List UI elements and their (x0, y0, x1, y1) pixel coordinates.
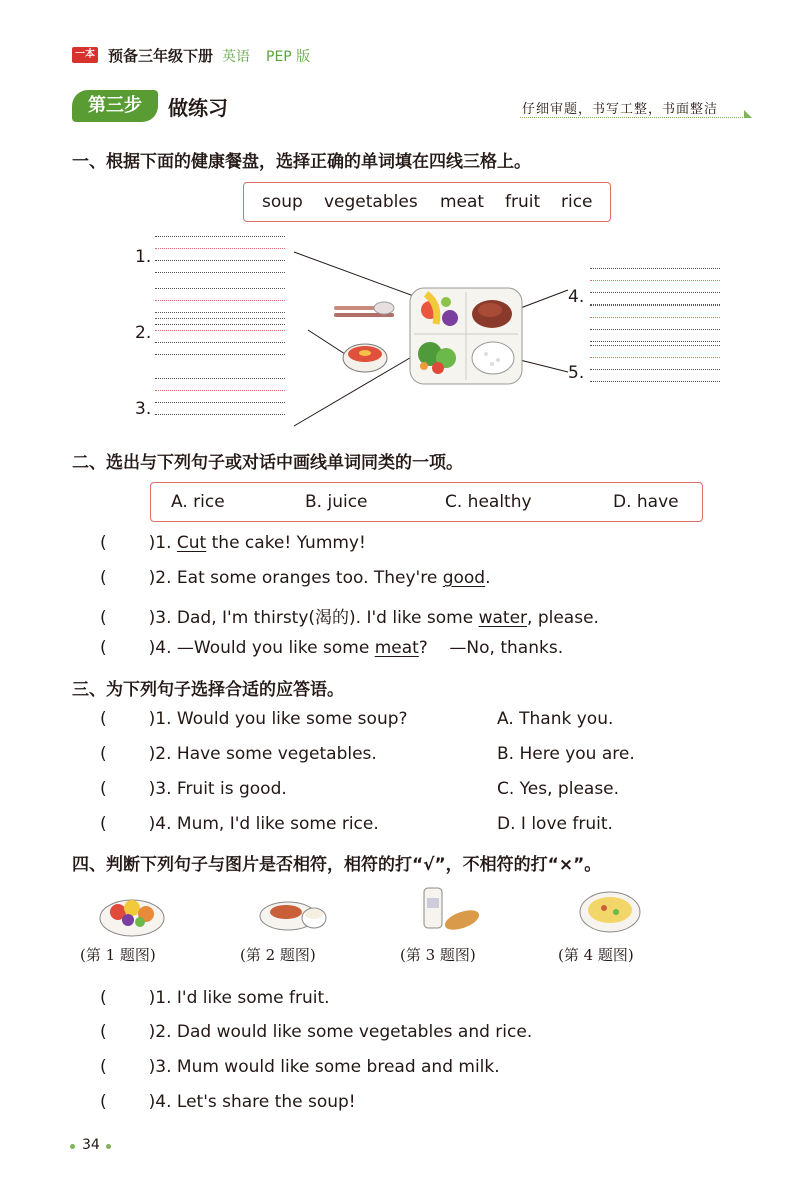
answer-paren[interactable]: ( (100, 1092, 107, 1112)
section3-heading: 三、为下列句子选择合适的应答语。 (72, 680, 344, 700)
s2-question-3: ( )3. Dad, I'm thirsty(渴的). I'd like some water, please. (100, 608, 599, 628)
picture-caption-4: (第 4 题图) (558, 946, 634, 964)
writing-lines-4b[interactable] (590, 305, 720, 345)
section1-heading: 一、根据下面的健康餐盘，选择正确的单词填在四线三格上。 (72, 152, 531, 172)
writing-lines-2[interactable] (155, 318, 285, 358)
picture-caption-1: (第 1 题图) (80, 946, 156, 964)
meat-icon (472, 300, 512, 328)
s2-question-1: ( )1. Cut the cake! Yummy! (100, 533, 366, 553)
answer-paren[interactable]: ( (100, 709, 107, 729)
fruit-platter-icon (98, 886, 166, 938)
word-bank-item: meat (440, 192, 485, 212)
s3-question-2: ( )2. Have some vegetables. (100, 744, 377, 764)
section4-heading: 四、判断下列句子与图片是否相符，相符的打“√”，不相符的打“×”。 (72, 855, 602, 875)
options-box (150, 482, 703, 522)
blank-label-4: 4. (568, 287, 585, 307)
s3-question-3: ( )3. Fruit is good. (100, 779, 287, 799)
answer-paren[interactable]: ( (100, 568, 107, 588)
s4-question-4: ( )4. Let's share the soup! (100, 1092, 356, 1112)
section2-heading: 二、选出与下列句子或对话中画线单词同类的一项。 (72, 453, 463, 473)
s2-question-4: ( )4. —Would you like some meat? —No, thanks. (100, 638, 564, 658)
s4-question-2: ( )2. Dad would like some vegetables and rice. (100, 1022, 533, 1042)
picture-caption-3: (第 3 题图) (400, 946, 476, 964)
answer-paren[interactable]: ( (100, 814, 107, 834)
rice-icon (472, 342, 514, 374)
book-title: 预备三年级下册 (108, 47, 214, 65)
answer-paren[interactable]: ( (100, 988, 107, 1008)
motto-underline (520, 117, 745, 118)
answer-paren[interactable]: ( (100, 533, 107, 553)
step-badge: 第三步 (72, 90, 158, 122)
motto-triangle-icon (744, 110, 752, 118)
blank-label-2: 2. (135, 323, 152, 343)
option-b: B. juice (305, 492, 368, 512)
blank-label-1: 1. (135, 247, 152, 267)
blank-label-3: 3. (135, 399, 152, 419)
word-bank-box (243, 182, 611, 222)
option-c: C. healthy (445, 492, 532, 512)
writing-lines-1[interactable] (155, 236, 285, 276)
connector-line-2 (308, 330, 345, 354)
writing-lines-5[interactable] (590, 345, 720, 385)
s2-question-2: ( )2. Eat some oranges too. They're good. (100, 568, 491, 588)
s3-question-1: ( )1. Would you like some soup? (100, 709, 408, 729)
writing-lines-4[interactable] (590, 268, 720, 308)
subject-label: 英语 (222, 49, 250, 65)
s3-answer-3: C. Yes, please. (497, 779, 620, 799)
connector-line-1 (294, 252, 430, 302)
page-dot-left-icon (70, 1144, 75, 1149)
s4-question-1: ( )1. I'd like some fruit. (100, 988, 330, 1008)
answer-paren[interactable]: ( (100, 779, 107, 799)
milk-bread-icon (418, 882, 482, 938)
step-title: 做练习 (168, 96, 228, 120)
healthy-plate-illustration (280, 240, 580, 430)
soup-bowl-icon (343, 344, 387, 372)
answer-paren[interactable]: ( (100, 1022, 107, 1042)
s3-question-4: ( )4. Mum, I'd like some rice. (100, 814, 379, 834)
s3-answer-2: B. Here you are. (497, 744, 635, 764)
word-bank-item: fruit (505, 192, 541, 212)
meat-rice-meal-icon (258, 888, 328, 936)
word-bank-item: rice (561, 192, 593, 212)
publisher-logo: 一本 (72, 47, 98, 63)
s3-answer-1: A. Thank you. (497, 709, 614, 729)
option-a: A. rice (171, 492, 225, 512)
blank-label-5: 5. (568, 363, 585, 383)
answer-paren[interactable]: ( (100, 744, 107, 764)
s4-question-3: ( )3. Mum would like some bread and milk. (100, 1057, 500, 1077)
motto: 仔细审题，书写工整，书面整洁 (522, 102, 719, 117)
page-number: 34 (82, 1137, 100, 1153)
writing-lines-3[interactable] (155, 378, 285, 418)
option-d: D. have (613, 492, 679, 512)
s3-answer-4: D. I love fruit. (497, 814, 613, 834)
answer-paren[interactable]: ( (100, 1057, 107, 1077)
chopsticks-spoon-icon (334, 302, 394, 317)
word-bank-item: vegetables (324, 192, 418, 212)
soup-bowl-icon (578, 886, 642, 936)
answer-paren[interactable]: ( (100, 608, 107, 628)
page-dot-right-icon (106, 1144, 111, 1149)
picture-caption-2: (第 2 题图) (240, 946, 316, 964)
word-bank-item: soup (262, 192, 303, 212)
answer-paren[interactable]: ( (100, 638, 107, 658)
edition-label: PEP 版 (266, 49, 311, 65)
